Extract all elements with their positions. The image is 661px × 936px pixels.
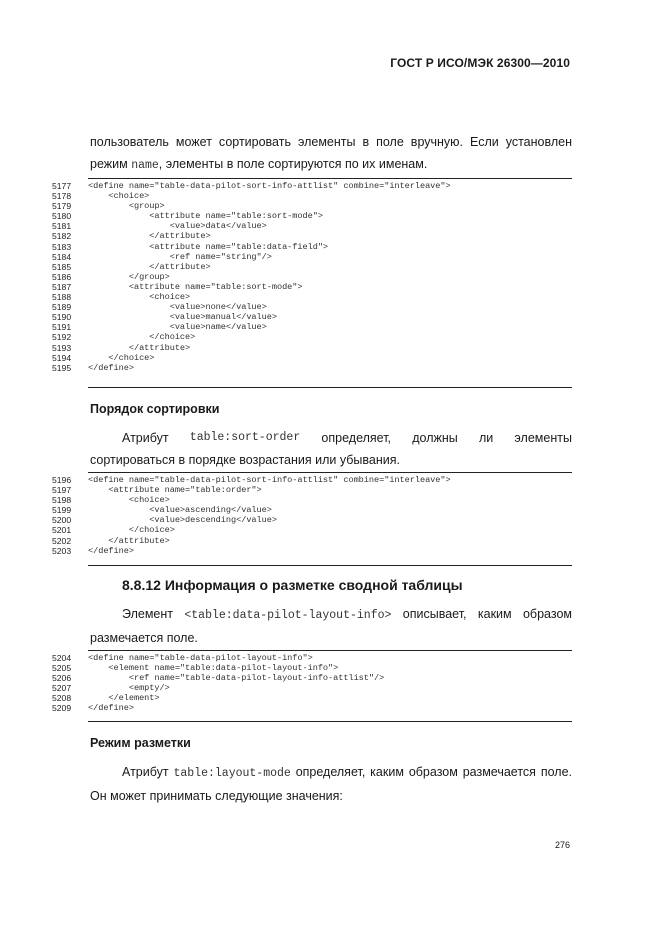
code-text: <ref name="string"/> [88, 251, 272, 262]
code-line [52, 353, 572, 363]
sort-order-word-5: элементы [514, 431, 572, 445]
sort-order-code: table:sort-order [189, 431, 301, 444]
code-text: </choice> [88, 332, 196, 343]
intro-line-2-prefix: режим [90, 157, 132, 171]
code-line [52, 525, 572, 535]
code-line [52, 242, 572, 252]
layout-info-prefix: Элемент [122, 607, 185, 621]
sort-order-paragraph [90, 427, 572, 471]
code-text: <value>data</value> [88, 221, 267, 232]
code-text: </define> [88, 362, 134, 373]
line-number: 5199 [52, 505, 72, 516]
code-text: <value>none</value> [88, 302, 267, 313]
code-line [52, 312, 572, 322]
sort-order-word-2: определяет, [321, 431, 392, 445]
layout-info-paragraph [90, 603, 572, 649]
code-line [52, 252, 572, 262]
code-line [52, 332, 572, 342]
code-line [52, 653, 572, 663]
code-line [52, 475, 572, 485]
code-text: <define name="table-data-pilot-layout-info"> [88, 653, 313, 663]
line-number: 5190 [52, 312, 72, 323]
code-block-2-top-rule [88, 472, 572, 473]
line-number: 5187 [52, 281, 72, 292]
code-line [52, 546, 572, 556]
line-number: 5177 [52, 181, 72, 191]
code-line [52, 505, 572, 515]
line-number: 5206 [52, 673, 72, 684]
code-block-2-bottom-rule [88, 565, 572, 566]
line-number: 5186 [52, 271, 72, 282]
code-text: <ref name="table-data-pilot-layout-info-attlist"/> [88, 673, 385, 684]
line-number: 5189 [52, 302, 72, 313]
line-number: 5181 [52, 221, 72, 232]
code-line [52, 485, 572, 495]
layout-mode-code: table:layout-mode [173, 767, 291, 780]
code-text: </define> [88, 545, 134, 556]
code-text: <value>name</value> [88, 322, 267, 333]
code-text: <attribute name="table:data-field"> [88, 241, 329, 252]
code-block-3-bottom-rule [88, 721, 572, 722]
line-number: 5178 [52, 191, 72, 202]
code-text: <group> [88, 201, 165, 212]
line-number: 5193 [52, 342, 72, 353]
layout-mode-prefix: Атрибут [122, 765, 174, 779]
code-line [52, 181, 572, 191]
line-number: 5197 [52, 485, 72, 496]
code-line [52, 302, 572, 312]
code-text: <value>descending</value> [88, 515, 277, 526]
layout-info-code: <table:data-pilot-layout-info> [184, 609, 392, 622]
code-line [52, 191, 572, 201]
code-line [52, 201, 572, 211]
intro-paragraph [90, 131, 572, 177]
code-line [52, 292, 572, 302]
code-text: <define name="table-data-pilot-sort-info-attlist" combine="interleave"> [88, 181, 451, 191]
code-text: </choice> [88, 525, 175, 536]
sort-order-line-2: сортироваться в порядке возрастания или убывания. [90, 453, 400, 467]
sort-order-word-3: должны [412, 431, 458, 445]
line-number: 5196 [52, 475, 72, 485]
intro-code-name: name [131, 159, 159, 172]
code-text: </attribute> [88, 231, 211, 242]
layout-mode-suffix: определяет, каким образом размечается поле. [290, 765, 572, 779]
intro-line-2 [90, 153, 572, 177]
sort-order-word-1: Атрибут [122, 431, 169, 445]
code-text: </element> [88, 693, 160, 704]
code-text: <element name="table:data-pilot-layout-info"> [88, 663, 339, 674]
line-number: 5202 [52, 535, 72, 546]
code-line [52, 703, 572, 713]
line-number: 5201 [52, 525, 72, 536]
heading-layout-info: 8.8.12 Информация о разметке сводной таблицы [122, 577, 463, 593]
code-text: </attribute> [88, 535, 170, 546]
code-text: <choice> [88, 191, 150, 202]
code-line [52, 683, 572, 693]
code-line [52, 211, 572, 221]
code-text: <empty/> [88, 683, 170, 694]
heading-layout-mode: Режим разметки [90, 736, 191, 750]
line-number: 5200 [52, 515, 72, 526]
document-header: ГОСТ Р ИСО/МЭК 26300—2010 [390, 56, 570, 70]
code-block-2 [52, 475, 572, 556]
sort-order-word-4: ли [478, 431, 494, 445]
line-number: 5203 [52, 545, 72, 556]
code-text: <attribute name="table:sort-mode"> [88, 211, 323, 222]
code-text: </define> [88, 703, 134, 714]
line-number: 5180 [52, 211, 72, 222]
layout-info-line-1 [90, 603, 572, 627]
code-line [52, 221, 572, 231]
code-text: <value>ascending</value> [88, 505, 272, 516]
code-text: </group> [88, 271, 170, 282]
code-block-3-top-rule [88, 650, 572, 651]
code-text: </attribute> [88, 342, 191, 353]
code-text: <attribute name="table:sort-mode"> [88, 281, 303, 292]
code-line [52, 262, 572, 272]
code-text: <attribute name="table:order"> [88, 485, 262, 496]
code-text: <value>manual</value> [88, 312, 277, 323]
heading-sort-order: Порядок сортировки [90, 402, 220, 416]
code-line [52, 663, 572, 673]
code-line [52, 693, 572, 703]
line-number: 5183 [52, 241, 72, 252]
line-number: 5179 [52, 201, 72, 212]
code-line [52, 495, 572, 505]
code-line [52, 231, 572, 241]
code-block-1-bottom-rule [88, 387, 572, 388]
page-number: 276 [554, 840, 570, 850]
intro-line-1: пользователь может сортировать элементы в поле вручную. Если установлен [90, 135, 572, 149]
sort-order-line-1 [90, 427, 572, 449]
line-number: 5205 [52, 663, 72, 674]
code-text: <choice> [88, 292, 191, 303]
line-number: 5195 [52, 362, 72, 373]
code-text: <choice> [88, 495, 170, 506]
line-number: 5184 [52, 251, 72, 262]
layout-info-line-2: размечается поле. [90, 631, 198, 645]
code-block-1 [52, 181, 572, 373]
line-number: 5192 [52, 332, 72, 343]
code-text: </attribute> [88, 261, 211, 272]
code-block-3 [52, 653, 572, 714]
line-number: 5191 [52, 322, 72, 333]
line-number: 5198 [52, 495, 72, 506]
line-number: 5194 [52, 352, 72, 363]
intro-line-2-suffix: , элементы в поле сортируются по их именам. [158, 157, 428, 171]
layout-mode-line-2: Он может принимать следующие значения: [90, 789, 343, 803]
code-block-1-top-rule [88, 178, 572, 179]
code-line [52, 272, 572, 282]
layout-mode-line-1 [90, 761, 572, 785]
code-line [52, 363, 572, 373]
code-line [52, 515, 572, 525]
line-number: 5208 [52, 693, 72, 704]
code-line [52, 673, 572, 683]
line-number: 5185 [52, 261, 72, 272]
line-number: 5207 [52, 683, 72, 694]
line-number: 5188 [52, 292, 72, 303]
code-line [52, 282, 572, 292]
line-number: 5182 [52, 231, 72, 242]
code-line [52, 322, 572, 332]
line-number: 5204 [52, 653, 72, 663]
code-text: <define name="table-data-pilot-sort-info-attlist" combine="interleave"> [88, 475, 451, 485]
code-line [52, 343, 572, 353]
code-text: </choice> [88, 352, 155, 363]
line-number: 5209 [52, 703, 72, 714]
layout-mode-paragraph [90, 761, 572, 807]
code-line [52, 536, 572, 546]
layout-info-suffix: описывает, каким образом [391, 607, 572, 621]
